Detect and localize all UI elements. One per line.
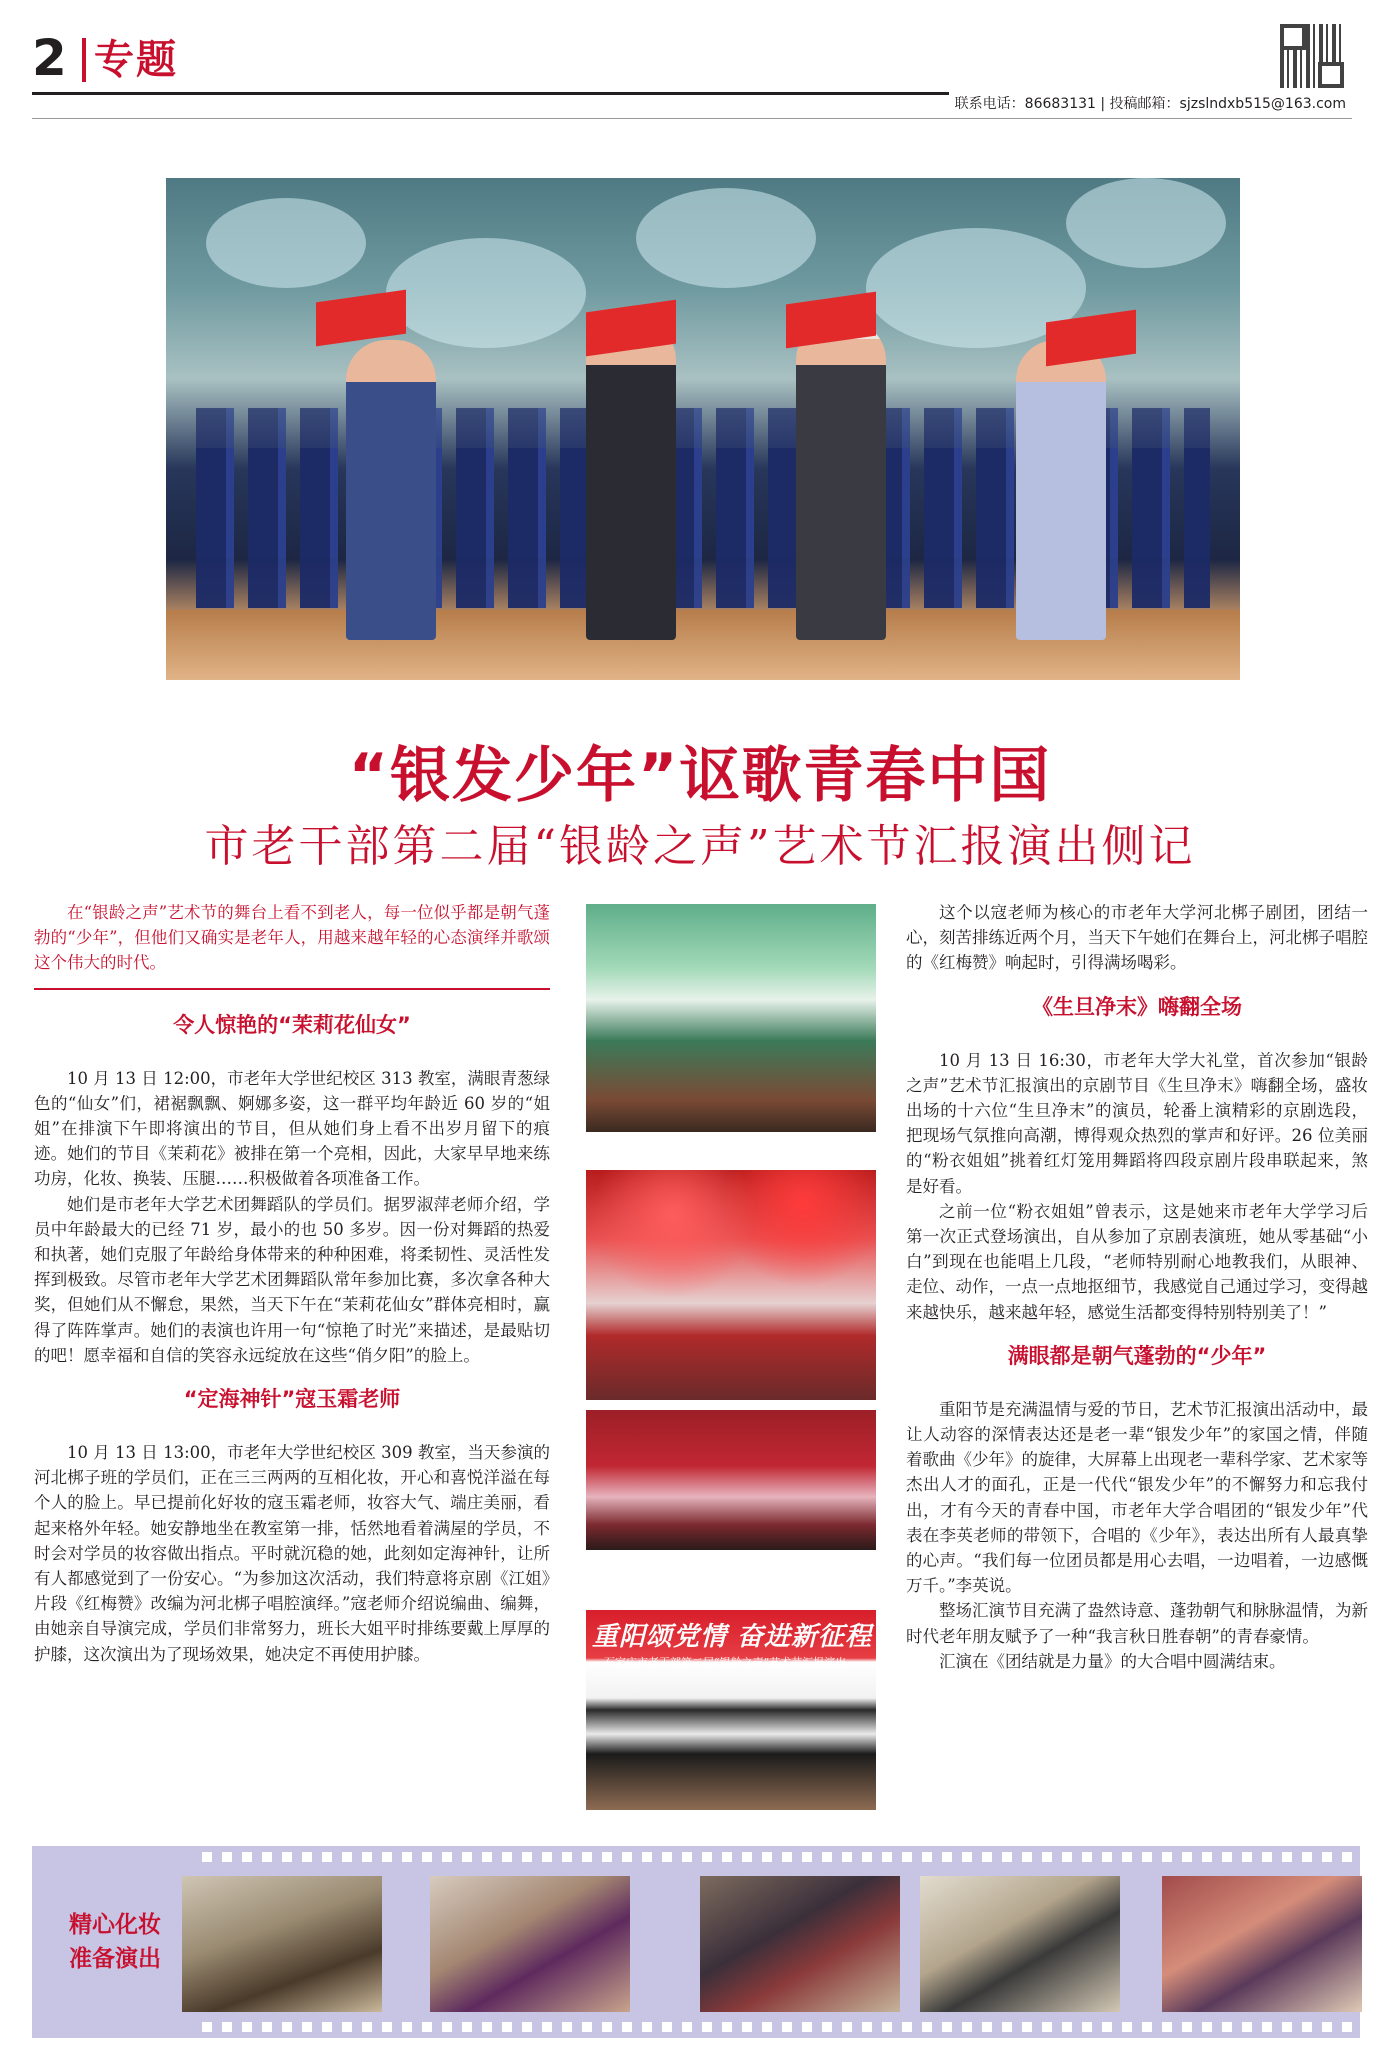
filmstrip-label-line: 准备演出	[69, 1946, 161, 1972]
photo-jasmine-dance	[586, 904, 876, 1132]
paragraph: 她们是市老年大学艺术团舞蹈队的学员们。据罗淑萍老师介绍，学员中年龄最大的已经 71 岁，最小的也 50 多岁。因一份对舞蹈的热爱和执著，她们克服了年龄给身体带来的种种困难，将柔韧性、灵活性发挥到极致。尽管市老年大学艺术团舞蹈队常年参加比赛，多次拿各种大奖，但她们从不懈怠，果然，当天下午在“茉莉花仙女”群体亮相时，赢得了阵阵掌声。她们的表演也许用一句“惊艳了时光”来描述，是最贴切的吧！愿幸福和自信的笑容永远绽放在这些“俏夕阳”的脸上。	[34, 1194, 550, 1365]
paragraph: 汇演在《团结就是力量》的大合唱中圆满结束。	[939, 1651, 1286, 1671]
headline-subtitle: 市老干部第二届“银龄之声”艺术节汇报演出侧记	[204, 821, 1196, 872]
photo-banner-slogan: 重阳颂党情 奋进新征程	[592, 1622, 873, 1652]
hero-photo	[166, 178, 1240, 680]
section-heading: “定海神针”寇玉霜老师	[183, 1387, 401, 1412]
filmstrip-label-line: 精心化妆	[69, 1912, 161, 1938]
film-perforations	[192, 2022, 1360, 2032]
photo-makeup-help	[430, 1876, 630, 2012]
header-subrule	[32, 118, 1352, 119]
section-heading: 《生旦净末》嗨翻全场	[1032, 994, 1242, 1019]
photo-makeup-closeup	[1162, 1876, 1362, 2012]
section-divider	[82, 38, 86, 82]
photo-dressing-room	[920, 1876, 1120, 2012]
photo-banner-caption: 石家庄市老干部第二届“银龄之声”艺术节汇报演出	[604, 1656, 847, 1669]
photo-choir	[586, 1610, 876, 1810]
paragraph: 10 月 13 日 16:30，市老年大学大礼堂，首次参加“银龄之声”艺术节汇报演出的京剧节目《生旦净末》嗨翻全场，盛妆出场的十六位“生旦净末”的演员，轮番上演精彩的京剧选段，把现场气氛推向高潮，博得观众热烈的掌声和好评。26 位美丽的“粉衣姐姐”挑着红灯笼用舞蹈将四段京剧片段串联起来，煞是好看。	[906, 1050, 1368, 1196]
photo-red-plum-opera	[586, 1170, 876, 1400]
qr-code-icon[interactable]	[1280, 24, 1344, 88]
photo-peking-opera-stage	[586, 1410, 876, 1550]
left-column	[34, 900, 550, 1667]
lead-paragraph: 在“银龄之声”艺术节的舞台上看不到老人，每一位似乎都是朝气蓬勃的“少年”，但他们又确实是老年人，用越来越年轻的心态演绎并歌颂这个伟大的时代。	[34, 900, 550, 990]
paragraph: 10 月 13 日 12:00，市老年大学世纪校区 313 教室，满眼青葱绿色的“仙女”们，裙裾飘飘、婀娜多姿，这一群平均年龄近 60 岁的“姐姐”在排演下午即将演出的节目，但从她们身上看不出岁月留下的痕迹。她们的节目《茉莉花》被排在第一个亮相，因此，大家早早地来练功房，化妆、换装、压腿……积极做着各项准备工作。	[34, 1068, 550, 1189]
photo-makeup-room	[182, 1876, 382, 2012]
section-heading: 令人惊艳的“茉莉花仙女”	[173, 1012, 411, 1037]
right-column	[906, 900, 1368, 1674]
paragraph: 之前一位“粉衣姐姐”曾表示，这是她来市老年大学学习后第一次正式登场演出，自从参加了京剧表演班，她从零基础“小白”到现在也能唱上几段，“老师特别耐心地教我们，从眼神、走位、动作，一点一点地抠细节，我感觉自己通过学习，变得越来越快乐，越来越年轻，感觉生活都变得特别特别美了！”	[906, 1201, 1368, 1322]
section-heading: 满眼都是朝气蓬勃的“少年”	[1007, 1343, 1267, 1368]
paragraph: 重阳节是充满温情与爱的节日，艺术节汇报演出活动中，最让人动容的深情表达还是老一辈“银发少年”的家国之情，伴随着歌曲《少年》的旋律，大屏幕上出现老一辈科学家、艺术家等杰出人才的面孔，正是一代代“银发少年”的不懈努力和忘我付出，才有今天的青春中国，市老年大学合唱团的“银发少年”代表在李英老师的带领下，合唱的《少年》，表达出所有人最真挚的心声。“我们每一位团员都是用心去唱，一边唱着，一边感慨万千。”李英说。	[906, 1399, 1368, 1596]
filmstrip-label	[50, 1908, 180, 1976]
page-header	[32, 30, 1352, 90]
paragraph: 这个以寇老师为核心的市老年大学河北梆子剧团，团结一心，刻苦排练近两个月，当天下午她们在舞台上，河北梆子唱腔的《红梅赞》响起时，引得满场喝彩。	[906, 903, 1368, 973]
paragraph: 整场汇演节目充满了盎然诗意、蓬勃朝气和脉脉温情，为新时代老年朋友赋予了一种“我言秋日胜春朝”的青春豪情。	[906, 1601, 1368, 1646]
film-perforations	[192, 1852, 1360, 1862]
section-title: 专题	[94, 36, 178, 83]
filmstrip	[32, 1846, 1360, 2038]
photo-costume-prep	[700, 1876, 900, 2012]
contact-info: 联系电话：86683131 | 投稿邮箱：sjzslndxb515@163.com	[949, 92, 1352, 116]
paragraph: 10 月 13 日 13:00，市老年大学世纪校区 309 教室，当天参演的河北梆子班的学员们，正在三三两两的互相化妆，开心和喜悦洋溢在每个人的脸上。早已提前化好妆的寇玉霜老师，妆容大气、端庄美丽，看起来格外年轻。她安静地坐在教室第一排，恬然地看着满屋的学员，不时会对学员的妆容做出指点。平时就沉稳的她，此刻如定海神针，让所有人都感觉到了一份安心。“为参加这次活动，我们特意将京剧《江姐》片段《红梅赞》改编为河北梆子唱腔演绎。”寇老师介绍说编曲、编舞，由她亲自导演完成，学员们非常努力，班长大姐平时排练要戴上厚厚的护膝，这次演出为了现场效果，她决定不再使用护膝。	[34, 1443, 550, 1664]
page-number: 2	[32, 29, 67, 87]
headline-title: “银发少年”讴歌青春中国	[348, 741, 1052, 811]
